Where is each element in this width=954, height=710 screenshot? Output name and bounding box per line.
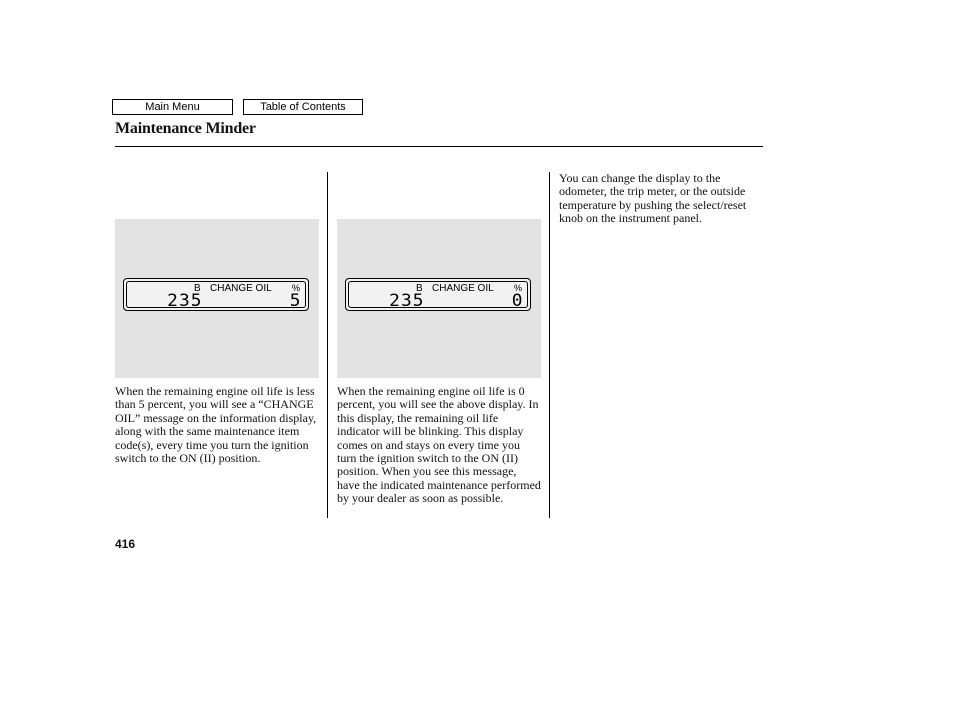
information-display (123, 278, 309, 311)
lcd-screen (348, 281, 528, 311)
display-figure-1 (115, 219, 319, 378)
change-oil-message: CHANGE OIL (210, 283, 272, 294)
percent-symbol: % (291, 283, 300, 293)
table-of-contents-button[interactable]: Table of Contents (243, 99, 363, 115)
column-divider-2 (549, 172, 550, 518)
page-number: 416 (115, 537, 136, 551)
left-column-text: When the remaining engine oil life is less than 5 percent, you will see a “CHANGE OIL” message on the information display, along with the same maintenance item code(s), every time you turn the ignition switch to the ON (II) position. (115, 384, 317, 466)
column-divider-1 (327, 172, 328, 518)
main-menu-button[interactable]: Main Menu (112, 99, 233, 115)
right-column-text: You can change the display to the odometer, the trip meter, or the outside temperature by pushing the select/reset knob on the instrument panel. (559, 171, 747, 226)
maintenance-code: B (194, 283, 201, 294)
oil-life-value: 5 (289, 291, 302, 311)
odometer-reading: 235 (389, 291, 425, 311)
middle-column-text: When the remaining engine oil life is 0 percent, you will see the above display. In this display, the remaining oil life indicator will be blinking. This display comes on and stays on every time you turn the ignition switch to the ON (II) position. When you see this message, have the indicated maintenance performed by your dealer as soon as possible. (337, 384, 541, 506)
page-title: Maintenance Minder (115, 120, 256, 137)
oil-life-value: 0 (511, 291, 524, 311)
odometer-reading: 235 (167, 291, 203, 311)
display-figure-2 (337, 219, 541, 378)
title-divider (115, 146, 763, 147)
percent-symbol: % (513, 283, 522, 293)
change-oil-message: CHANGE OIL (432, 283, 494, 294)
information-display (345, 278, 531, 311)
maintenance-code: B (416, 283, 423, 294)
lcd-screen (126, 281, 306, 311)
